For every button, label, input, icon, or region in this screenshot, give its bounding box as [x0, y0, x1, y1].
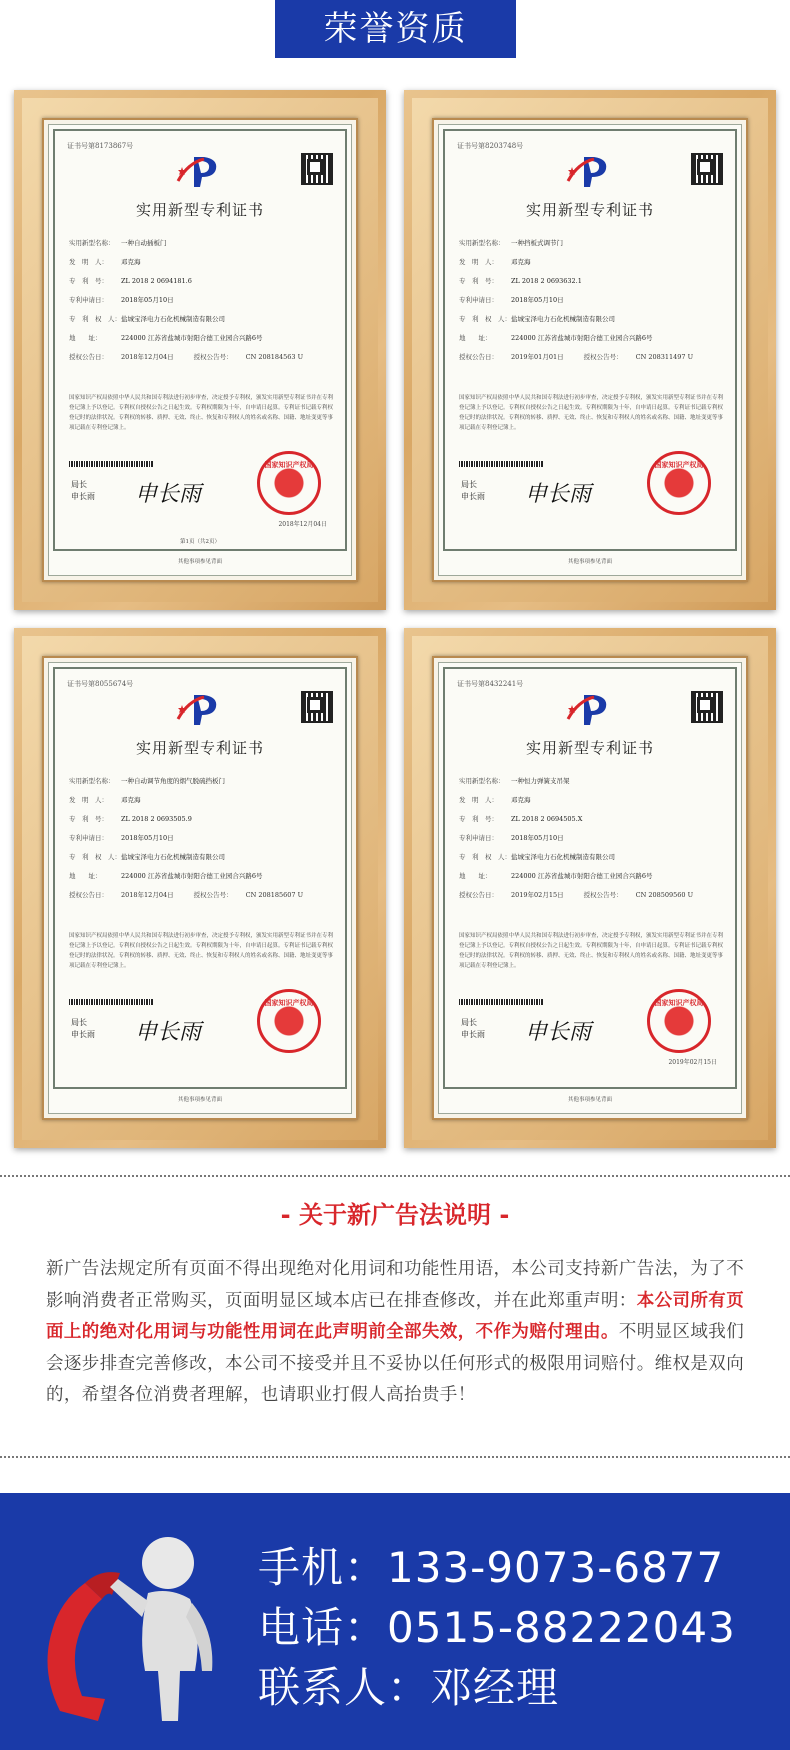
contact-phone: 电话：0515-88222043 [258, 1603, 736, 1652]
contact-section [0, 1493, 790, 1750]
field-label: 专 利 权 人： [69, 315, 121, 323]
field-value: 224000 江苏省盐城市射阳合德工业园合兴路6号 [511, 872, 653, 880]
field-value: 2018年12月04日 [121, 891, 174, 899]
field-row [69, 809, 337, 828]
director-signature: 申长雨 [135, 1020, 202, 1045]
field-row [459, 347, 727, 366]
director-title: 局长 申长雨 [461, 480, 485, 501]
certificate-mat [42, 656, 358, 1120]
field-label: 授权公告号： [193, 353, 233, 361]
divider-bottom [0, 1456, 790, 1458]
patent-certificate [48, 662, 352, 1114]
seal-date: 2019年02月15日 [668, 1059, 717, 1066]
field-value: 一种自动调节角度的烟气脱硫挡板门 [121, 777, 225, 785]
field-row [459, 866, 727, 885]
field-value: 盐城宝泽电力石化机械制造有限公司 [121, 853, 225, 861]
field-value: 2018年05月10日 [511, 834, 564, 842]
certificate-title: 实用新型专利证书 [525, 739, 654, 757]
field-row [69, 885, 337, 904]
field-value: CN 208184563 U [245, 352, 304, 361]
field-row [69, 233, 337, 252]
field-value: 邓克海 [511, 258, 531, 266]
phone-figure-icon [30, 1521, 230, 1731]
official-seal-icon [257, 451, 321, 515]
field-value: 2019年01月01日 [511, 353, 564, 361]
director-title: 局长 申长雨 [71, 480, 95, 501]
patent-office-logo-icon [174, 153, 226, 189]
director-signature: 申长雨 [525, 482, 592, 507]
field-value: 邓克海 [121, 258, 141, 266]
section-title-banner: 荣誉资质 [275, 0, 516, 58]
field-value: ZL 2018 2 0694505.X [511, 814, 583, 823]
director-signature: 申长雨 [525, 1020, 592, 1045]
qr-code-icon [301, 691, 333, 723]
patent-certificate [48, 124, 352, 576]
notice-text [46, 1254, 746, 1412]
field-row [459, 828, 727, 847]
field-label: 专 利 号： [69, 277, 108, 285]
field-row [69, 828, 337, 847]
field-value: 224000 江苏省盐城市射阳合德工业园合兴路6号 [121, 334, 263, 342]
field-label: 实用新型名称： [459, 777, 505, 785]
field-value: ZL 2018 2 0694181.6 [121, 276, 192, 285]
certificate-title: 实用新型专利证书 [135, 739, 264, 757]
certificate-footer: 其他事项参见背面 [567, 1097, 612, 1103]
field-label: 授权公告号： [583, 891, 623, 899]
field-value: 2018年05月10日 [121, 296, 174, 304]
field-row [69, 790, 337, 809]
field-value: 2019年02月15日 [511, 891, 564, 899]
field-row [459, 790, 727, 809]
patent-certificate [438, 662, 742, 1114]
field-label: 授权公告日： [69, 353, 108, 361]
official-seal-icon [647, 451, 711, 515]
field-row [459, 885, 727, 904]
field-row [69, 847, 337, 866]
field-label: 专 利 权 人： [69, 853, 121, 861]
field-row [459, 252, 727, 271]
field-label: 专 利 号： [459, 815, 498, 823]
field-label: 专 利 号： [459, 277, 498, 285]
field-label: 专利申请日： [69, 296, 108, 304]
director-title: 局长 申长雨 [71, 1018, 95, 1039]
certificate-frame [404, 90, 776, 610]
field-row [459, 309, 727, 328]
qr-code-icon [301, 153, 333, 185]
certificate-footer: 其他事项参见背面 [567, 559, 612, 565]
field-row [459, 290, 727, 309]
field-label: 专 利 权 人： [459, 853, 511, 861]
certificate-fields [69, 233, 337, 366]
field-value: 一种恒力弹簧支吊架 [511, 777, 570, 785]
contact-person: 联系人：邓经理 [258, 1663, 560, 1712]
field-label: 发 明 人： [459, 258, 498, 266]
field-row [69, 252, 337, 271]
field-label: 授权公告日： [459, 353, 498, 361]
patent-certificate [438, 124, 742, 576]
field-row [459, 809, 727, 828]
field-label: 专利申请日： [459, 296, 498, 304]
qr-code-icon [691, 153, 723, 185]
notice-title: - 关于新广告法说明 - [280, 1201, 510, 1229]
certificate-paragraph: 国家知识产权局依照中华人民共和国专利法进行初步审查，决定授予专利权，颁发实用新型专利证书并在专利登记簿上予以登记。专利权自授权公告之日起生效。专利权期限为十年，自申请日起算。专利证书记载专利权登记时的法律状况。专利权的转移、质押、无效、终止、恢复和专利权人的姓名或名称、国籍、地址变更等事项记载在专利登记簿上。 [459, 933, 724, 969]
field-value: 224000 江苏省盐城市射阳合德工业园合兴路6号 [121, 872, 263, 880]
field-label: 专 利 号： [69, 815, 108, 823]
certificate-number: 证书号第8432241号 [457, 680, 524, 688]
field-value: 盐城宝泽电力石化机械制造有限公司 [121, 315, 225, 323]
field-value: 盐城宝泽电力石化机械制造有限公司 [511, 853, 615, 861]
barcode-icon [459, 999, 543, 1005]
field-value: CN 208185607 U [245, 890, 304, 899]
field-row [69, 771, 337, 790]
field-label: 地 址： [69, 872, 102, 880]
certificate-footer: 其他事项参见背面 [177, 1097, 222, 1103]
patent-office-logo-icon [564, 153, 616, 189]
barcode-icon [459, 461, 543, 467]
field-label: 发 明 人： [69, 796, 108, 804]
seal-text: 国家知识产权局 [264, 461, 314, 469]
field-value: 2018年05月10日 [511, 296, 564, 304]
barcode-icon [69, 999, 153, 1005]
field-value: CN 208509560 U [635, 890, 694, 899]
certificate-number: 证书号第8173867号 [67, 142, 134, 150]
field-row [69, 866, 337, 885]
field-row [459, 847, 727, 866]
certificate-frame [14, 90, 386, 610]
notice-text-part2: 不明显区域我们会逐步排查完善修改，本公司不接受并且不妥协以任何形式的极限用词赔付。维权是双向的，希望各位消费者理解，也请职业打假人高抬贵手！ [46, 1322, 745, 1405]
field-value: 邓克海 [121, 796, 141, 804]
field-label: 实用新型名称： [459, 239, 505, 247]
barcode-icon [69, 461, 153, 467]
field-label: 授权公告号： [193, 891, 233, 899]
field-value: ZL 2018 2 0693505.9 [121, 814, 192, 823]
field-row [69, 347, 337, 366]
certificate-fields [459, 233, 727, 366]
contact-mobile: 手机：133-9073-6877 [258, 1543, 725, 1592]
field-label: 专利申请日： [69, 834, 108, 842]
field-label: 实用新型名称： [69, 239, 115, 247]
field-label: 发 明 人： [69, 258, 108, 266]
field-value: 一种自动插板门 [121, 239, 167, 247]
seal-text: 国家知识产权局 [654, 999, 704, 1007]
field-row [459, 233, 727, 252]
seal-text: 国家知识产权局 [654, 461, 704, 469]
field-label: 发 明 人： [459, 796, 498, 804]
certificate-footer: 其他事项参见背面 [177, 559, 222, 565]
field-value: 2018年12月04日 [121, 353, 174, 361]
official-seal-icon [647, 989, 711, 1053]
field-value: 盐城宝泽电力石化机械制造有限公司 [511, 315, 615, 323]
notice-text-highlight: 本公司所有页面上的绝对化用词与功能性用词在此声明前全部失效，不作为赔付理由。 [46, 1290, 745, 1342]
certificate-paragraph: 国家知识产权局依照中华人民共和国专利法进行初步审查，决定授予专利权，颁发实用新型专利证书并在专利登记簿上予以登记。专利权自授权公告之日起生效。专利权期限为十年，自申请日起算。专利证书记载专利权登记时的法律状况。专利权的转移、质押、无效、终止、恢复和专利权人的姓名或名称、国籍、地址变更等事项记载在专利登记簿上。 [459, 395, 724, 431]
field-row [459, 771, 727, 790]
director-signature: 申长雨 [135, 482, 202, 507]
certificate-mat [432, 118, 748, 582]
field-label: 实用新型名称： [69, 777, 115, 785]
seal-date: 2018年12月04日 [278, 521, 327, 528]
qr-code-icon [691, 691, 723, 723]
notice-text-part1: 新广告法规定所有页面不得出现绝对化用词和功能性用语，本公司支持新广告法，为了不影响消费者正常购买，页面明显区域本店已在排查修改，并在此郑重声明： [46, 1259, 745, 1311]
certificate-frame [404, 628, 776, 1148]
field-row [459, 328, 727, 347]
field-row [69, 309, 337, 328]
field-row [69, 271, 337, 290]
certificate-number: 证书号第8203748号 [457, 142, 524, 150]
field-label: 地 址： [459, 334, 492, 342]
field-row [459, 271, 727, 290]
divider-top [0, 1175, 790, 1177]
certificate-title: 实用新型专利证书 [135, 201, 264, 219]
certificate-fields [459, 771, 727, 904]
field-value: CN 208311497 U [635, 352, 694, 361]
seal-text: 国家知识产权局 [264, 999, 314, 1007]
field-label: 授权公告日： [459, 891, 498, 899]
patent-office-logo-icon [174, 691, 226, 727]
certificate-number: 证书号第8055674号 [67, 680, 134, 688]
field-value: 邓克海 [511, 796, 531, 804]
field-value: 2018年05月10日 [121, 834, 174, 842]
certificate-mat [42, 118, 358, 582]
patent-office-logo-icon [564, 691, 616, 727]
field-label: 专 利 权 人： [459, 315, 511, 323]
field-label: 授权公告号： [583, 353, 623, 361]
field-value: 224000 江苏省盐城市射阳合德工业园合兴路6号 [511, 334, 653, 342]
certificate-mat [432, 656, 748, 1120]
field-row [69, 328, 337, 347]
field-value: ZL 2018 2 0693632.1 [511, 276, 582, 285]
field-row [69, 290, 337, 309]
director-title: 局长 申长雨 [461, 1018, 485, 1039]
certificate-title: 实用新型专利证书 [525, 201, 654, 219]
certificate-fields [69, 771, 337, 904]
field-value: 一种挡板式调节门 [511, 239, 563, 247]
official-seal-icon [257, 989, 321, 1053]
certificate-frame [14, 628, 386, 1148]
field-label: 地 址： [69, 334, 102, 342]
certificate-paragraph: 国家知识产权局依照中华人民共和国专利法进行初步审查，决定授予专利权，颁发实用新型专利证书并在专利登记簿上予以登记。专利权自授权公告之日起生效。专利权期限为十年，自申请日起算。专利证书记载专利权登记时的法律状况。专利权的转移、质押、无效、终止、恢复和专利权人的姓名或名称、国籍、地址变更等事项记载在专利登记簿上。 [69, 395, 334, 431]
page-info: 第1页（共2页） [180, 539, 220, 545]
field-label: 授权公告日： [69, 891, 108, 899]
field-label: 地 址： [459, 872, 492, 880]
certificate-paragraph: 国家知识产权局依照中华人民共和国专利法进行初步审查，决定授予专利权，颁发实用新型专利证书并在专利登记簿上予以登记。专利权自授权公告之日起生效。专利权期限为十年，自申请日起算。专利证书记载专利权登记时的法律状况。专利权的转移、质押、无效、终止、恢复和专利权人的姓名或名称、国籍、地址变更等事项记载在专利登记簿上。 [69, 933, 334, 969]
field-label: 专利申请日： [459, 834, 498, 842]
